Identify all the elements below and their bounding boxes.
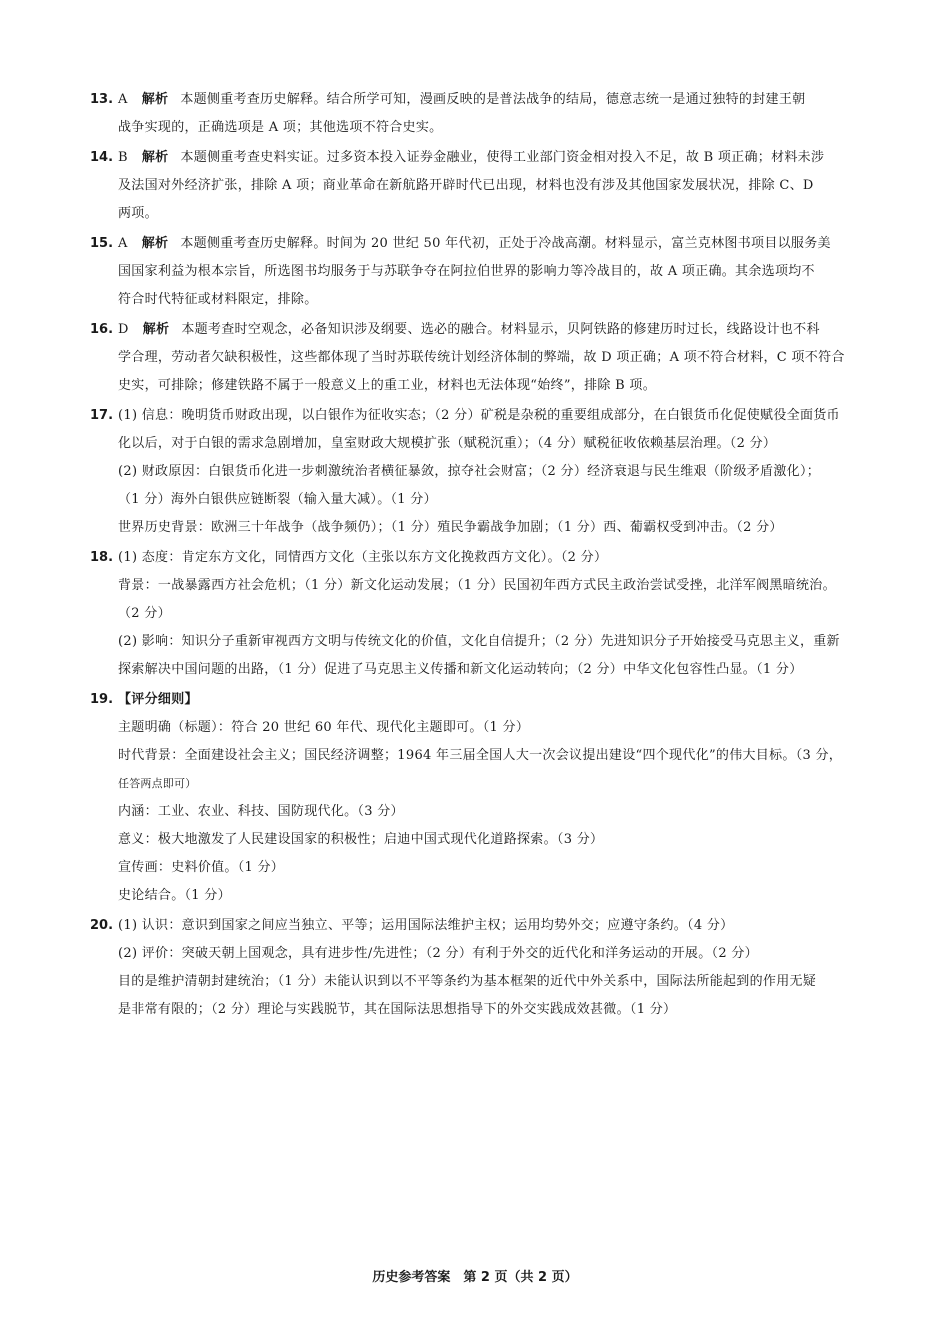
question-number: 15. [90,236,114,251]
answer-line: 符合时代特征或材料限定，排除。 [118,292,318,307]
answer-text: 本题侧重考查历史解释。时间为 20 世纪 50 年代初，正处于冷战高潮。材料显示，富兰克林图书项目以服务美 [180,236,831,251]
answer-line: (1) 认识：意识到国家之间应当独立、平等；运用国际法维护主权；运用均势外交；应遵守条约。（4 分） [118,918,734,933]
answer-line: 时代背景：全面建设社会主义；国民经济调整；1964 年三届全国人大一次会议提出建设“四个现代化”的伟大目标。（3 分， [118,748,843,763]
answer-line [118,316,862,344]
answer-line: 意义：极大地激发了人民建设国家的积极性；启迪中国式现代化道路探索。（3 分） [118,832,604,847]
answer-line: 两项。 [118,206,158,221]
question-18 [90,544,862,684]
analysis-tag: 解析 [141,150,169,165]
answer-line [118,144,862,172]
answer-line: (1) 信息：晚明货币财政出现，以白银作为征收实态；（2 分）矿税是杂税的重要组成部分，在白银货币化促使赋役全面货币 [118,408,840,423]
answer-line: 世界历史背景：欧洲三十年战争（战争频仍）；（1 分）殖民争霸战争加剧；（1 分）西、葡霸权受到冲击。（2 分） [118,520,783,535]
question-number: 14. [90,150,114,165]
answer-choice: A [118,236,128,251]
page-footer: 历史参考答案 第 2 页（共 2 页） [372,1270,578,1285]
answer-line: (2) 影响：知识分子重新审视西方文明与传统文化的价值，文化自信提升；（2 分）先进知识分子开始接受马克思主义，重新 [118,634,840,649]
answer-choice: B [118,150,128,165]
analysis-tag: 解析 [141,92,169,107]
question-13 [90,86,862,142]
answer-line: 及法国对外经济扩张，排除 A 项；商业革命在新航路开辟时代已出现，材料也没有涉及其他国家发展状况，排除 C、D [118,178,814,193]
answer-line: 是非常有限的；（2 分）理论与实践脱节，其在国际法思想指导下的外交实践成效甚微。（1 分） [118,1002,677,1017]
answer-line: 宣传画：史料价值。（1 分） [118,860,285,875]
question-14 [90,144,862,228]
analysis-tag: 解析 [141,236,169,251]
question-number: 16. [90,322,114,337]
answer-text: 本题侧重考查历史解释。结合所学可知，漫画反映的是普法战争的结局，德意志统一是通过独特的封建王朝 [180,92,806,107]
question-number: 13. [90,92,114,107]
answer-line: 目的是维护清朝封建统治；（1 分）未能认识到以不平等条约为基本框架的近代中外关系中，国际法所能起到的作用无疑 [118,974,817,989]
answer-line: 任答两点即可） [118,777,197,790]
answer-line: 史实，可排除；修建铁路不属于一般意义上的重工业，材料也无法体现“始终”，排除 B 项。 [118,378,657,393]
question-number: 18. [90,550,114,565]
question-number: 19. [90,692,114,707]
answer-line: 学合理，劳动者欠缺积极性，这些都体现了当时苏联传统计划经济体制的弊端，故 D 项正确；A 项不符合材料，C 项不符合 [118,350,845,365]
analysis-tag: 解析 [142,322,170,337]
answer-line: （2 分） [118,606,171,621]
answer-line [118,86,862,114]
question-20 [90,912,862,1024]
answer-text: 本题侧重考查史料实证。过多资本投入证券金融业，使得工业部门资金相对投入不足，故 B 项正确；材料未涉 [180,150,825,165]
question-15 [90,230,862,314]
answer-line: 史论结合。（1 分） [118,888,231,903]
question-17 [90,402,862,542]
answer-line: (2) 财政原因：白银货币化进一步刺激统治者横征暴敛，掠夺社会财富；（2 分）经济衰退与民生维艰（阶级矛盾激化）； [118,464,821,479]
question-number: 20. [90,918,114,933]
scoring-rules-tag: 【评分细则】 [118,692,198,707]
question-16 [90,316,862,400]
answer-line: （1 分）海外白银供应链断裂（输入量大减）。（1 分） [118,492,437,507]
answer-line: 主题明确（标题）：符合 20 世纪 60 年代、现代化主题即可。（1 分） [118,720,530,735]
scoring-rules-heading [118,686,862,714]
answer-line: (2) 评价：突破天朝上国观念，具有进步性/先进性；（2 分）有利于外交的近代化和洋务运动的开展。（2 分） [118,946,758,961]
answer-line: 化以后，对于白银的需求急剧增加，皇室财政大规模扩张（赋税沉重）；（4 分）赋税征收依赖基层治理。（2 分） [118,436,777,451]
answer-line: 内涵：工业、农业、科技、国防现代化。（3 分） [118,804,404,819]
answer-line [118,230,862,258]
answer-text: 本题考查时空观念，必备知识涉及纲要、选必的融合。材料显示，贝阿铁路的修建历时过长，线路设计也不科 [181,322,820,337]
answer-choice: A [118,92,128,107]
answer-line: 战争实现的，正确选项是 A 项；其他选项不符合史实。 [118,120,443,135]
answer-choice: D [118,322,129,337]
answer-line: 探索解决中国问题的出路，（1 分）促进了马克思主义传播和新文化运动转向；（2 分）中华文化包容性凸显。（1 分） [118,662,803,677]
answer-line: 背景：一战暴露西方社会危机；（1 分）新文化运动发展；（1 分）民国初年西方式民主政治尝试受挫，北洋军阀黑暗统治。 [118,578,836,593]
answer-line: 国国家利益为根本宗旨，所选图书均服务于与苏联争夺在阿拉伯世界的影响力等冷战目的，故 A 项正确。其余选项均不 [118,264,815,279]
answer-list [90,86,862,1026]
question-number: 17. [90,408,114,423]
question-19 [90,686,862,910]
answer-line: (1) 态度：肯定东方文化，同情西方文化（主张以东方文化挽救西方文化）。（2 分） [118,550,608,565]
